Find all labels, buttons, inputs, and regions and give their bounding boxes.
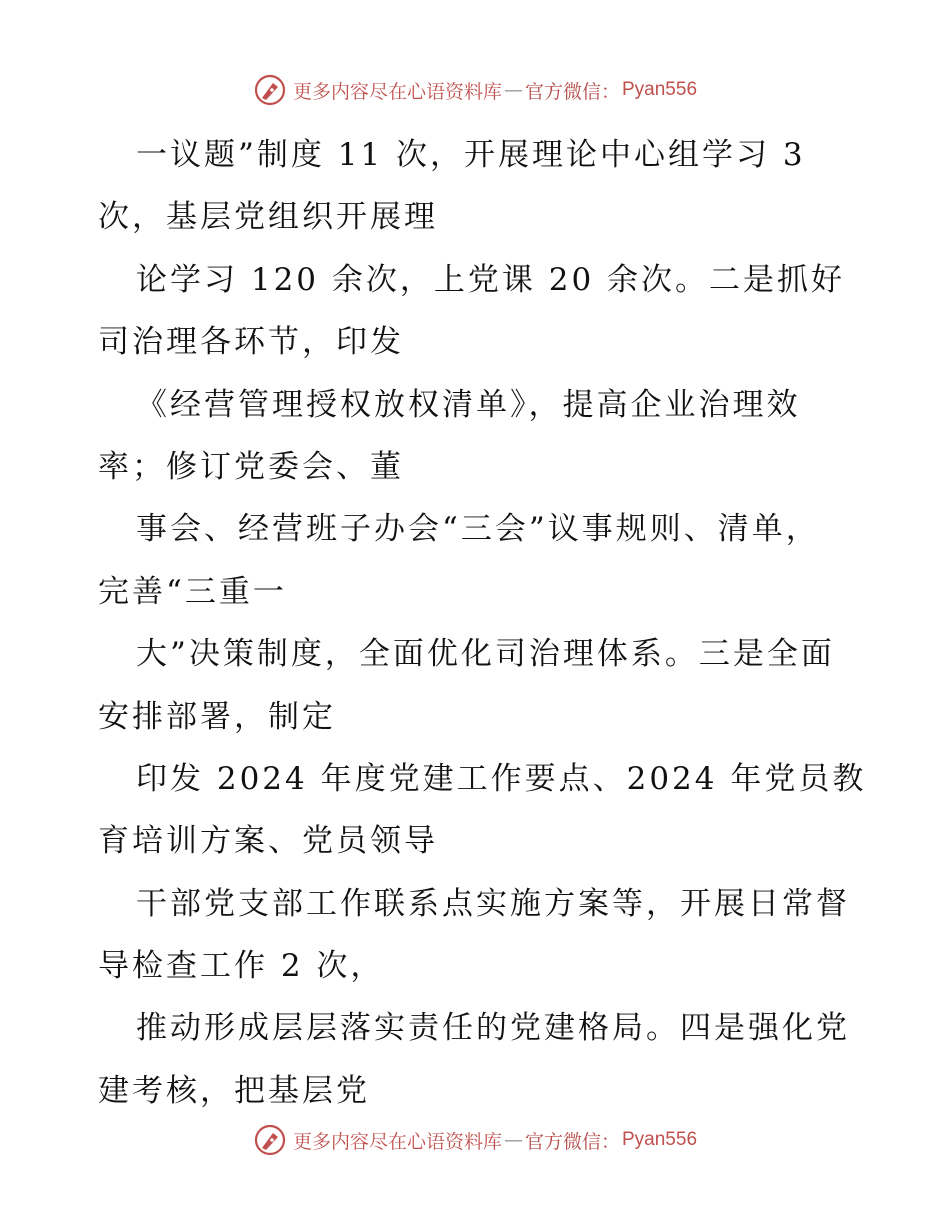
watermark-text: 更多内容尽在心语资料库 bbox=[292, 80, 502, 103]
body-line: 《经营管理授权放权清单》，提高企业治理效 bbox=[136, 386, 801, 423]
body-line: 干部党支部工作联系点实施方案等，开展日常督 bbox=[136, 885, 850, 922]
body-line: 完善“三重一 bbox=[98, 573, 287, 610]
body-line: 导检查工作 2 次， bbox=[98, 948, 385, 985]
watermark-wechat-label: 官方微信： bbox=[524, 1130, 620, 1153]
body-line: 司治理各环节，印发 bbox=[98, 324, 404, 361]
watermark-separator: — bbox=[503, 1129, 523, 1151]
pen-nib-logo-icon bbox=[253, 1123, 287, 1157]
watermark-wechat-id: Pyan556 bbox=[622, 79, 698, 100]
document-body bbox=[98, 124, 867, 1122]
pen-nib-logo-icon bbox=[253, 73, 287, 107]
body-line: 建考核，把基层党 bbox=[98, 1072, 370, 1109]
watermark-wechat-id: Pyan556 bbox=[622, 1129, 698, 1150]
body-line: 一议题”制度 11 次，开展理论中心组学习 3 bbox=[136, 137, 806, 173]
footer-watermark bbox=[0, 1120, 950, 1160]
header-watermark bbox=[0, 70, 950, 110]
body-line: 率；修订党委会、董 bbox=[98, 448, 404, 485]
body-line: 大”决策制度，全面优化司治理体系。三是全面 bbox=[136, 636, 835, 673]
body-line: 次，基层党组织开展理 bbox=[98, 199, 438, 236]
body-line: 事会、经营班子办会“三会”议事规则、清单， bbox=[136, 511, 820, 548]
body-line: 安排部署，制定 bbox=[98, 698, 336, 735]
watermark-separator: — bbox=[503, 79, 523, 101]
body-line: 印发 2024 年度党建工作要点、2024 年党员教 bbox=[136, 760, 867, 797]
body-line: 育培训方案、党员领导 bbox=[98, 823, 438, 860]
watermark-text: 更多内容尽在心语资料库 bbox=[292, 1130, 502, 1153]
body-line: 论学习 120 余次，上党课 20 余次。二是抓好 bbox=[136, 261, 846, 298]
body-line: 推动形成层层落实责任的党建格局。四是强化党 bbox=[136, 1010, 850, 1047]
watermark-wechat-label: 官方微信： bbox=[524, 80, 620, 103]
